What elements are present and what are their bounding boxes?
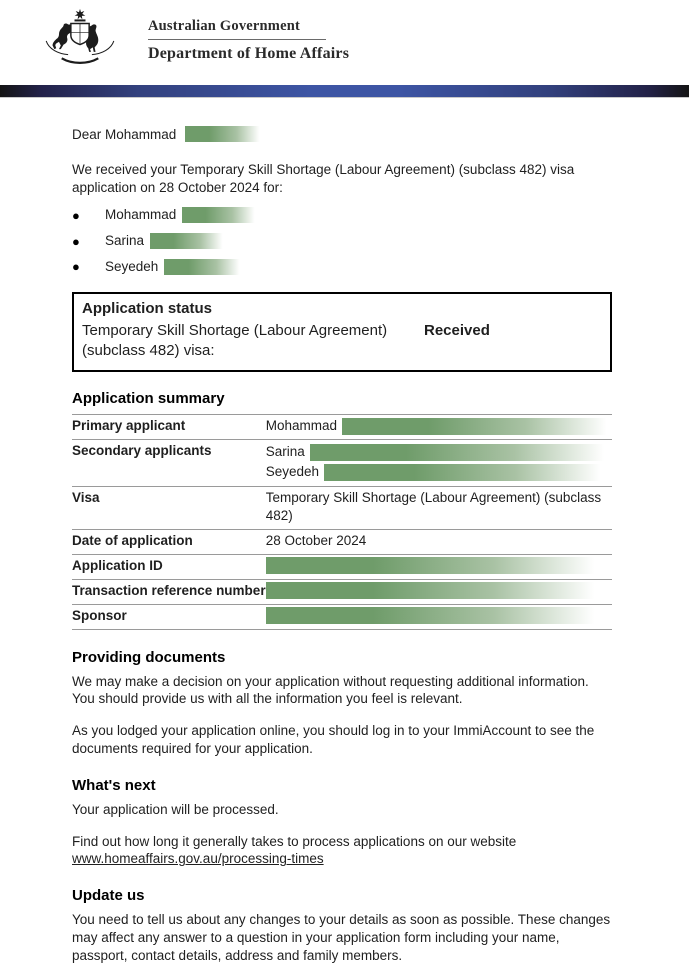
applicant-name: Sarina — [105, 233, 145, 249]
bullet-icon: ● — [72, 233, 80, 249]
row-label: Visa — [72, 489, 100, 505]
letter-body — [0, 98, 689, 964]
section-title: Update us — [72, 887, 145, 905]
table-row — [72, 604, 612, 629]
paragraph — [72, 833, 612, 869]
visa-label: Temporary Skill Shortage (Labour Agreement) (subclass 482) visa: — [82, 321, 388, 360]
section-title: Providing documents — [72, 648, 226, 666]
applicant-list — [72, 206, 612, 275]
department-identity — [148, 8, 349, 63]
gov-rule — [148, 39, 326, 40]
redacted-surname — [164, 259, 241, 275]
row-label: Secondary applicants — [72, 442, 212, 458]
table-row — [72, 580, 612, 605]
list-item — [72, 206, 612, 224]
salutation-text: Dear Mohammad — [72, 127, 177, 142]
section-whats-next — [72, 776, 612, 868]
intro-paragraph: We received your Temporary Skill Shortage (Labour Agreement) (subclass 482) visa application on 28 October 2024 for: — [72, 161, 575, 195]
redacted-surname — [150, 233, 224, 249]
processing-times-link[interactable]: www.homeaffairs.gov.au/processing-times — [72, 851, 324, 867]
table-row — [72, 530, 612, 555]
row-value: Mohammad — [265, 417, 337, 433]
section-title: What's next — [72, 776, 156, 794]
summary-title: Application summary — [72, 390, 225, 408]
redacted-value — [310, 444, 610, 461]
table-row — [72, 414, 612, 439]
row-label: Sponsor — [72, 607, 127, 623]
paragraph: Your application will be processed. — [72, 801, 279, 817]
redacted-value — [266, 607, 601, 624]
status-badge: Received — [424, 321, 490, 339]
section-update-us — [72, 886, 612, 964]
bullet-icon: ● — [72, 207, 80, 223]
row-value: 28 October 2024 — [265, 533, 367, 549]
redacted-value — [342, 418, 612, 435]
redacted-surname — [185, 126, 261, 142]
redacted-value — [266, 582, 601, 599]
application-summary-table — [72, 414, 612, 630]
row-label: Transaction reference number — [72, 583, 266, 599]
list-item — [72, 258, 612, 276]
redacted-value — [324, 464, 606, 481]
row-value: Seyedeh — [265, 463, 320, 479]
row-label: Primary applicant — [72, 417, 186, 433]
applicant-name: Seyedeh — [105, 259, 159, 275]
row-label: Date of application — [72, 533, 193, 549]
paragraph: As you lodged your application online, you should log in to your ImmiAccount to see the documents required for your application. — [72, 723, 595, 757]
row-label: Application ID — [72, 558, 163, 574]
dept-title: Department of Home Affairs — [148, 45, 350, 62]
bullet-icon: ● — [72, 259, 80, 275]
table-row — [72, 555, 612, 580]
application-status-box — [72, 292, 612, 372]
status-row — [82, 321, 602, 362]
letterhead — [0, 0, 689, 85]
link-intro-text: Find out how long it generally takes to process applications on our website — [72, 833, 517, 849]
redacted-value — [266, 557, 601, 574]
paragraph: We may make a decision on your application without requesting additional information. You should provide us with all the information you feel is relevant. — [72, 673, 589, 707]
australian-coat-of-arms-icon — [30, 8, 130, 72]
list-item — [72, 232, 612, 250]
gov-title: Australian Government — [148, 18, 301, 34]
table-row — [72, 486, 612, 530]
applicant-name: Mohammad — [105, 207, 177, 223]
table-row — [72, 439, 612, 486]
paragraph: You need to tell us about any changes to your details as soon as possible. These changes may affect any answer to a question in your application form including your name, passport, contact details, address and family members. — [72, 911, 611, 963]
status-box-title: Application status — [82, 299, 213, 317]
row-value: Temporary Skill Shortage (Labour Agreement) (subclass 482) — [265, 489, 602, 524]
redacted-surname — [182, 207, 256, 223]
brand-gradient-bar — [0, 85, 689, 98]
row-value: Sarina — [265, 443, 305, 459]
section-providing-documents — [72, 648, 612, 758]
salutation-line — [72, 126, 612, 144]
